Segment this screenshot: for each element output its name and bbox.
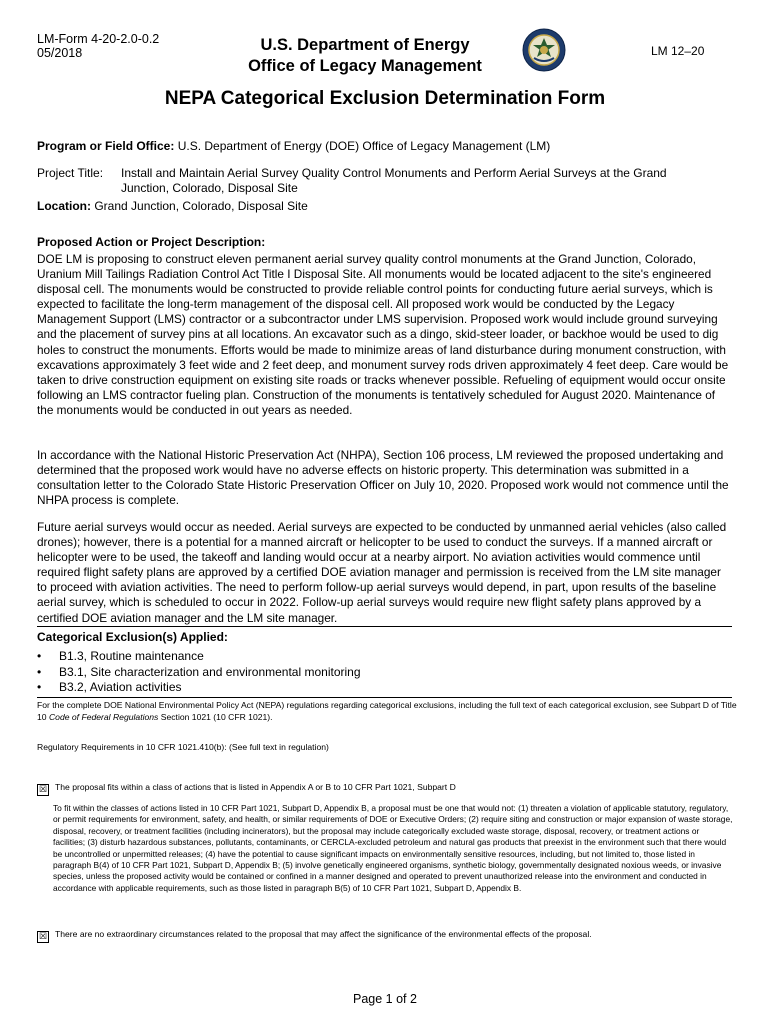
exclusions-heading: Categorical Exclusion(s) Applied: bbox=[37, 630, 228, 644]
description-paragraph-2: In accordance with the National Historic Preservation Act (NHPA), Section 106 process, LM reviewed the proposed undertaking and determined that the proposed work would have no adverse effects on historic property. This determination was submitted in a consultation letter to the Colorado State Historic Preservation Officer on July 10, 2020. Proposed work would not commence until the NHPA process is complete. bbox=[37, 448, 729, 508]
program-office-value: U.S. Department of Energy (DOE) Office of Legacy Management (LM) bbox=[177, 139, 551, 153]
exclusion-item: • B3.1, Site characterization and environmental monitoring bbox=[37, 665, 361, 681]
program-office-row bbox=[37, 139, 550, 154]
checkbox-row-appendix bbox=[37, 781, 737, 796]
cfr-note-text-b: Section 1021 (10 CFR 1021). bbox=[160, 712, 273, 722]
regulatory-requirements: Regulatory Requirements in 10 CFR 1021.410(b): (See full text in regulation) bbox=[37, 742, 329, 752]
form-date: 05/2018 bbox=[37, 46, 83, 60]
agency-title bbox=[235, 35, 495, 77]
form-number: LM-Form 4-20-2.0-0.2 bbox=[37, 32, 160, 46]
exclusion-item: • B1.3, Routine maintenance bbox=[37, 649, 361, 665]
page-number: Page 1 of 2 bbox=[353, 992, 417, 1006]
check-extraordinary-text: There are no extraordinary circumstances related to the proposal that may affect the significance of the environmental effects of the proposal. bbox=[55, 929, 592, 939]
exclusion-item: • B3.2, Aviation activities bbox=[37, 680, 361, 696]
project-title-label: Project Title: bbox=[37, 166, 104, 180]
project-title-line-2: Junction, Colorado, Disposal Site bbox=[121, 181, 298, 195]
description-heading: Proposed Action or Project Description: bbox=[37, 235, 266, 249]
project-title-value bbox=[121, 166, 667, 196]
location-label: Location: bbox=[37, 199, 91, 213]
project-title-line-1: Install and Maintain Aerial Survey Quality Control Monuments and Perform Aerial Surveys at the Grand bbox=[121, 166, 667, 180]
section-divider bbox=[37, 697, 732, 698]
program-office-label: Program or Field Office: bbox=[37, 139, 175, 153]
cfr-note-italic: Code of Federal Regulations bbox=[48, 712, 159, 722]
check-appendix-text: The proposal fits within a class of actions that is listed in Appendix A or B to 10 CFR Part 1021, Subpart D bbox=[55, 782, 456, 792]
location-row bbox=[37, 199, 308, 214]
form-id-block bbox=[37, 32, 159, 60]
doe-seal-icon bbox=[522, 28, 566, 72]
agency-line-2: Office of Legacy Management bbox=[248, 57, 482, 75]
description-paragraph-3: Future aerial surveys would occur as needed. Aerial surveys are expected to be conducted by unmanned aerial vehicles (also called drones); however, there is a potential for a manned aircraft or helicopter to be used to conduct the surveys. If a manned aircraft or helicopter were to be used, the takeoff and landing would occur at a nearby airport. No aviation activities would commence until required flight safety plans are approved by a certified DOE aviation manager and permission is received from the LM site manager to proceed with aviation activities. The need to perform follow-up aerial surveys would depend, in part, upon results of the baseline aerial survey, which is scheduled to occur in 2022. Follow-up aerial surveys would require new flight safety plans approved by a certified DOE aviation manager and the LM site manager. bbox=[37, 520, 727, 625]
checked-box-icon[interactable]: ☒ bbox=[38, 931, 48, 941]
location-value: Grand Junction, Colorado, Disposal Site bbox=[94, 199, 308, 213]
cfr-note-text-a: For the complete DOE National Environmental Policy Act (NEPA) regulations regarding categorical exclusions, including the full text of each categorical exclusion, see Subpart D of Title 10 bbox=[37, 700, 737, 722]
cfr-reference-note bbox=[37, 699, 737, 723]
checkbox-row-extraordinary bbox=[37, 928, 737, 943]
form-title: NEPA Categorical Exclusion Determination Form bbox=[164, 88, 606, 109]
description-paragraph-1: DOE LM is proposing to construct eleven permanent aerial survey quality control monuments at the Grand Junction, Colorado, Uranium Mill Tailings Radiation Control Act Title I Disposal Site. All monuments would be located adjacent to the site's engineered disposal cell. The monuments would be constructed to provide reliable control points for conducting future aerial surveys, which is expected to facilitate the long-term management of the disposal cell. All proposed work would be conducted by the Legacy Management Support (LMS) contractor or a subcontractor under LMS supervision. Proposed work would include ground surveying and the placement of survey pins at all locations. An excavator such as a dingo, skid-steer loader, or backhoe would be used to dig holes to construct the monuments. Efforts would be made to minimize areas of land disturbance during monument construction, with excavations approximately 3 feet wide and 2 feet deep, and monument survey rods driven approximately 4 feet deep. Care would be taken to drive construction equipment on existing site roads or tracks whenever possible. Refueling of equipment would occur onsite following an LMS contractor fueling plan. Construction of the monuments is tentatively scheduled for August 2020. Maintenance of the monuments would be conducted in out years as needed. bbox=[37, 252, 729, 417]
section-divider bbox=[37, 626, 732, 627]
exclusions-list bbox=[37, 649, 361, 696]
appendix-b-conditions: To fit within the classes of actions listed in 10 CFR Part 1021, Subpart D, Appendix B, a proposal must be one that would not: (1) threaten a violation of applicable statutory, regulatory, or permit requirements for environment, safety, and health, or similar requirements of DOE or Executive Orders; (2) require siting and construction or major expansion of waste storage, disposal, recovery, or treatment facilities (including incinerators), but the proposal may include categorically excluded waste storage, disposal, recovery, or treatment actions or facilities; (3) disturb hazardous substances, pollutants, contaminants, or CERCLA-excluded petroleum and natural gas products that preexist in the environment such that there would be uncontrolled or unpermitted releases; (4) have the potential to cause significant impacts on environmentally sensitive resources, including, but not limited to, those listed in paragraph B(4) of 10 CFR Part 1021, Subpart D, Appendix B; (5) involve genetically engineered organisms, synthetic biology, governmentally designated noxious weeds, or invasive species, unless the proposed activity would be contained or confined in a manner designed and operated to prevent unauthorized release into the environment and conducted in accordance with applicable requirements, such as those listed in paragraph B(5) of 10 CFR Part 1021, Subpart D, Appendix B. bbox=[53, 803, 733, 893]
checked-box-icon[interactable]: ☒ bbox=[38, 784, 48, 794]
agency-line-1: U.S. Department of Energy bbox=[260, 36, 470, 54]
lm-code: LM 12–20 bbox=[651, 44, 705, 58]
